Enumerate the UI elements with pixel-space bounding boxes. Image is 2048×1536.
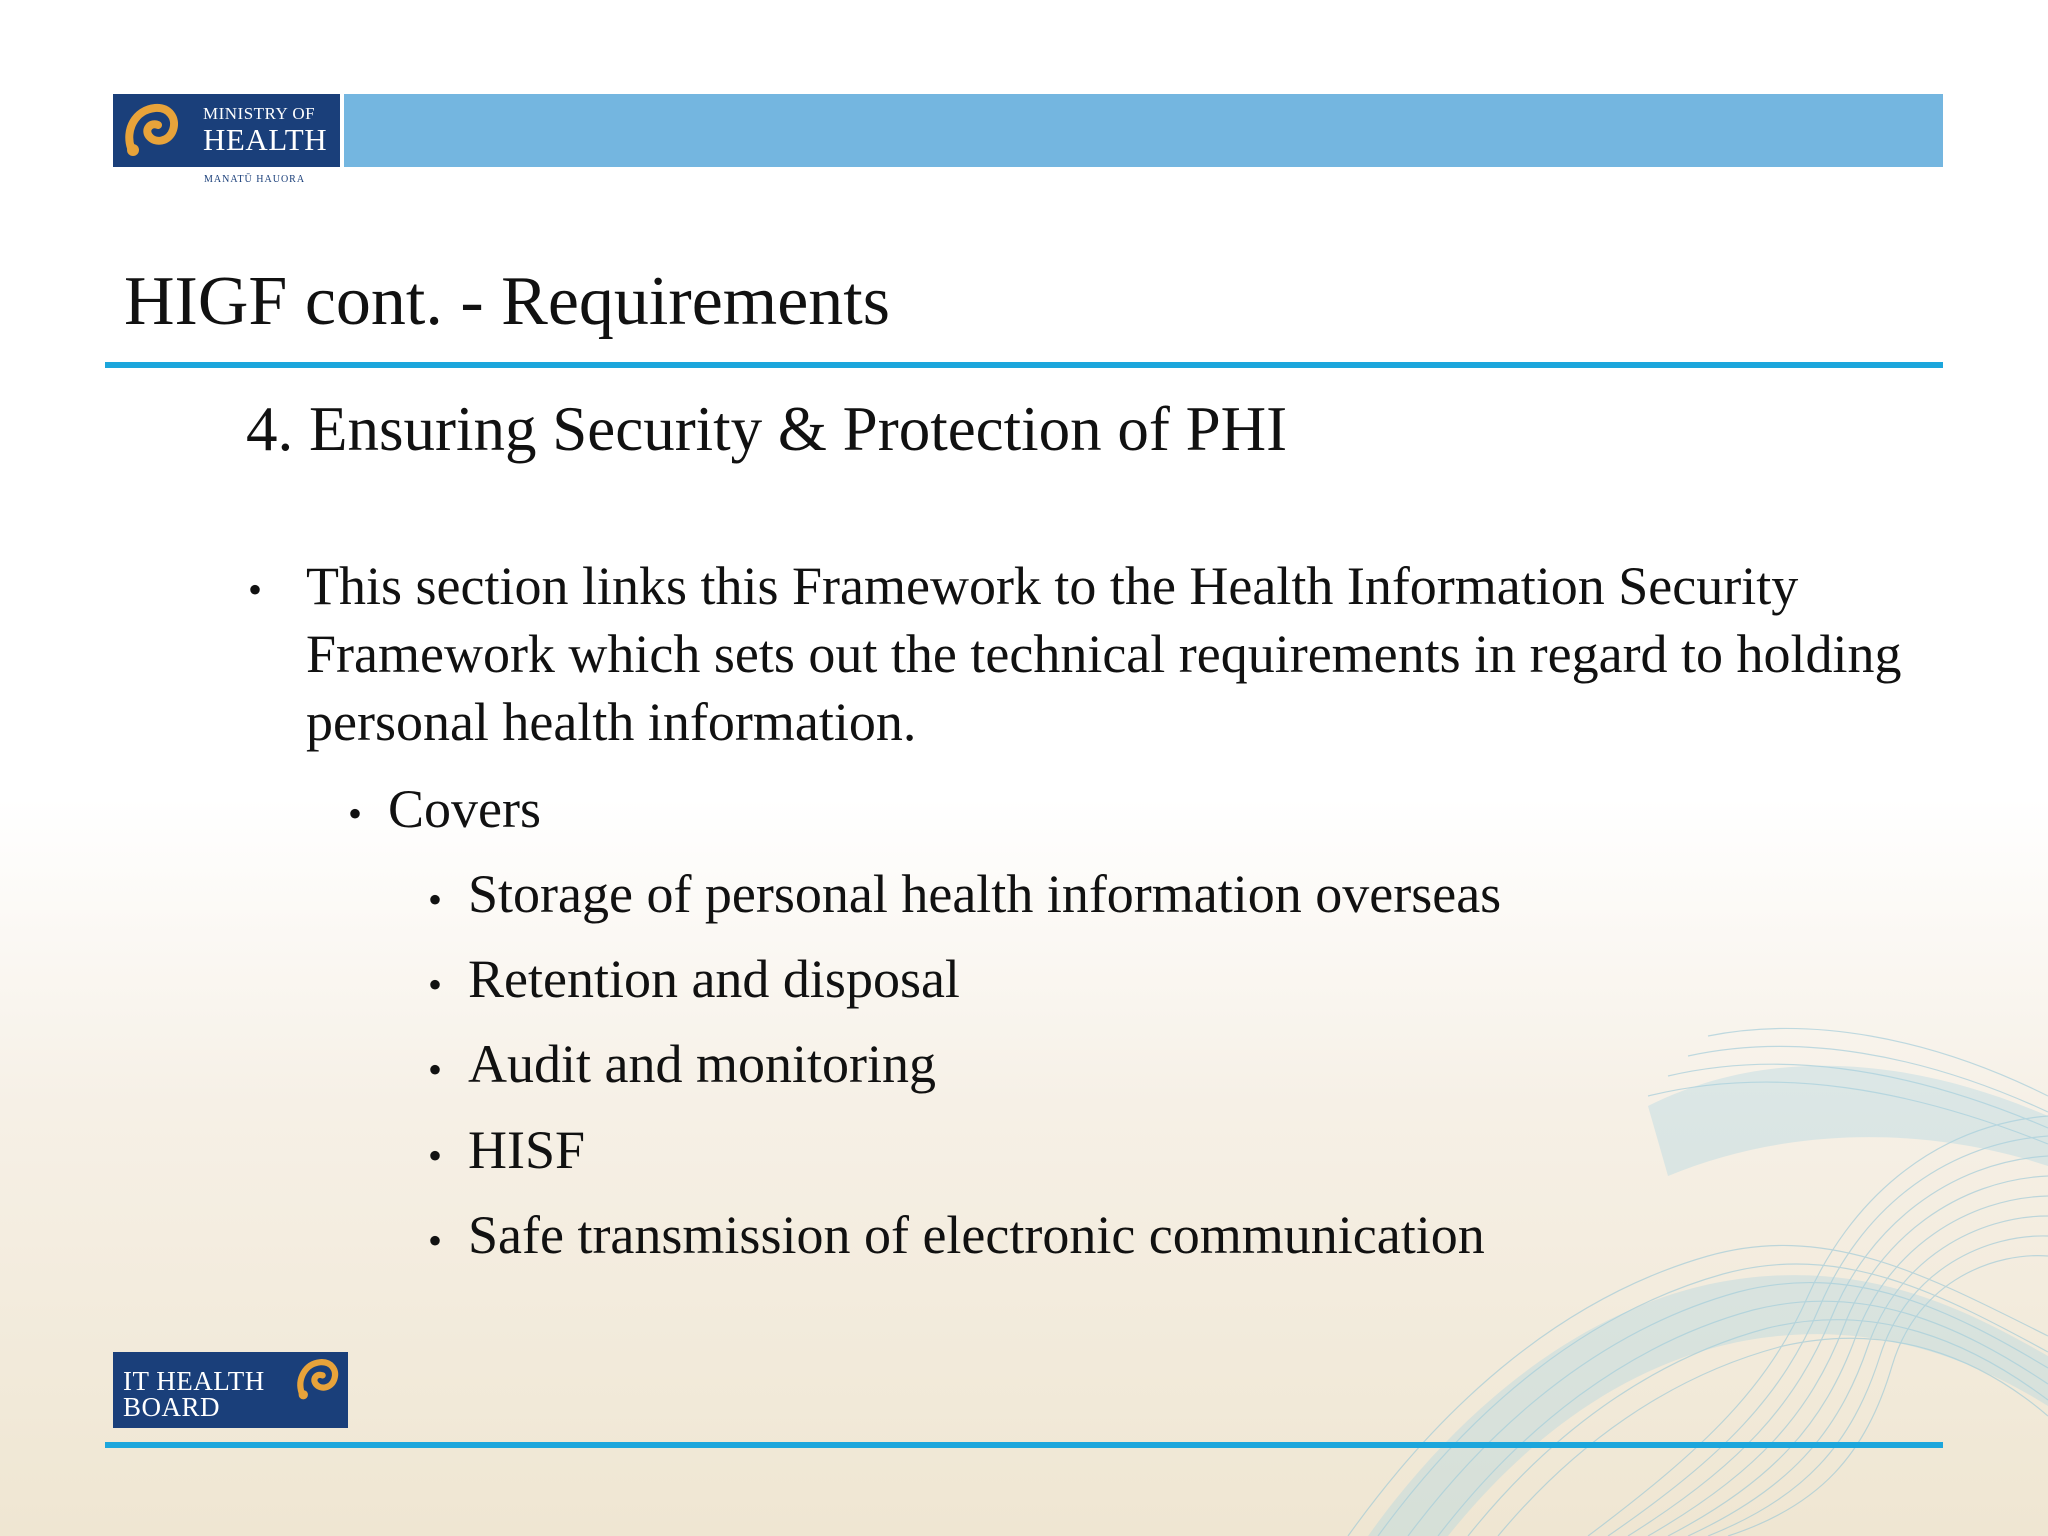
bullet-icon: • [428,1047,443,1092]
bullet-icon: • [348,791,363,836]
list-item: Storage of personal health information overseas [468,864,1502,924]
title-divider [105,362,1943,368]
section-heading: 4. Ensuring Security & Protection of PHI [246,394,1288,464]
koru-icon [121,100,183,162]
it-health-board-logo [113,1352,348,1428]
list-item: Safe transmission of electronic communication [468,1205,1485,1265]
bullet-icon: • [428,1133,443,1178]
sub-bullet-covers: Covers [388,779,541,839]
bullet-icon: • [428,962,443,1007]
logo-line1: MINISTRY OF [203,104,316,123]
list-item: HISF [468,1120,586,1180]
bullet-icon: • [248,567,263,612]
logo-tagline: MANATŪ HAUORA [204,174,306,185]
footer-logo-line1: IT HEALTH [123,1366,265,1396]
main-bullet-text: This section links this Framework to the Health Information Security Framework which sets out the technical requirements in regard to holding personal health information. [306,556,1902,752]
slide-title: HIGF cont. - Requirements [124,263,890,340]
footer-divider [105,1442,1943,1448]
bullet-icon: • [428,1218,443,1263]
koru-icon [294,1356,342,1404]
list-item: Audit and monitoring [468,1034,936,1094]
bullet-icon: • [428,877,443,922]
header-bar [344,94,1943,167]
logo-line2: HEALTH [203,122,328,157]
footer-logo-line2: BOARD [123,1392,221,1422]
ministry-of-health-logo [113,94,340,167]
list-item: Retention and disposal [468,949,960,1009]
